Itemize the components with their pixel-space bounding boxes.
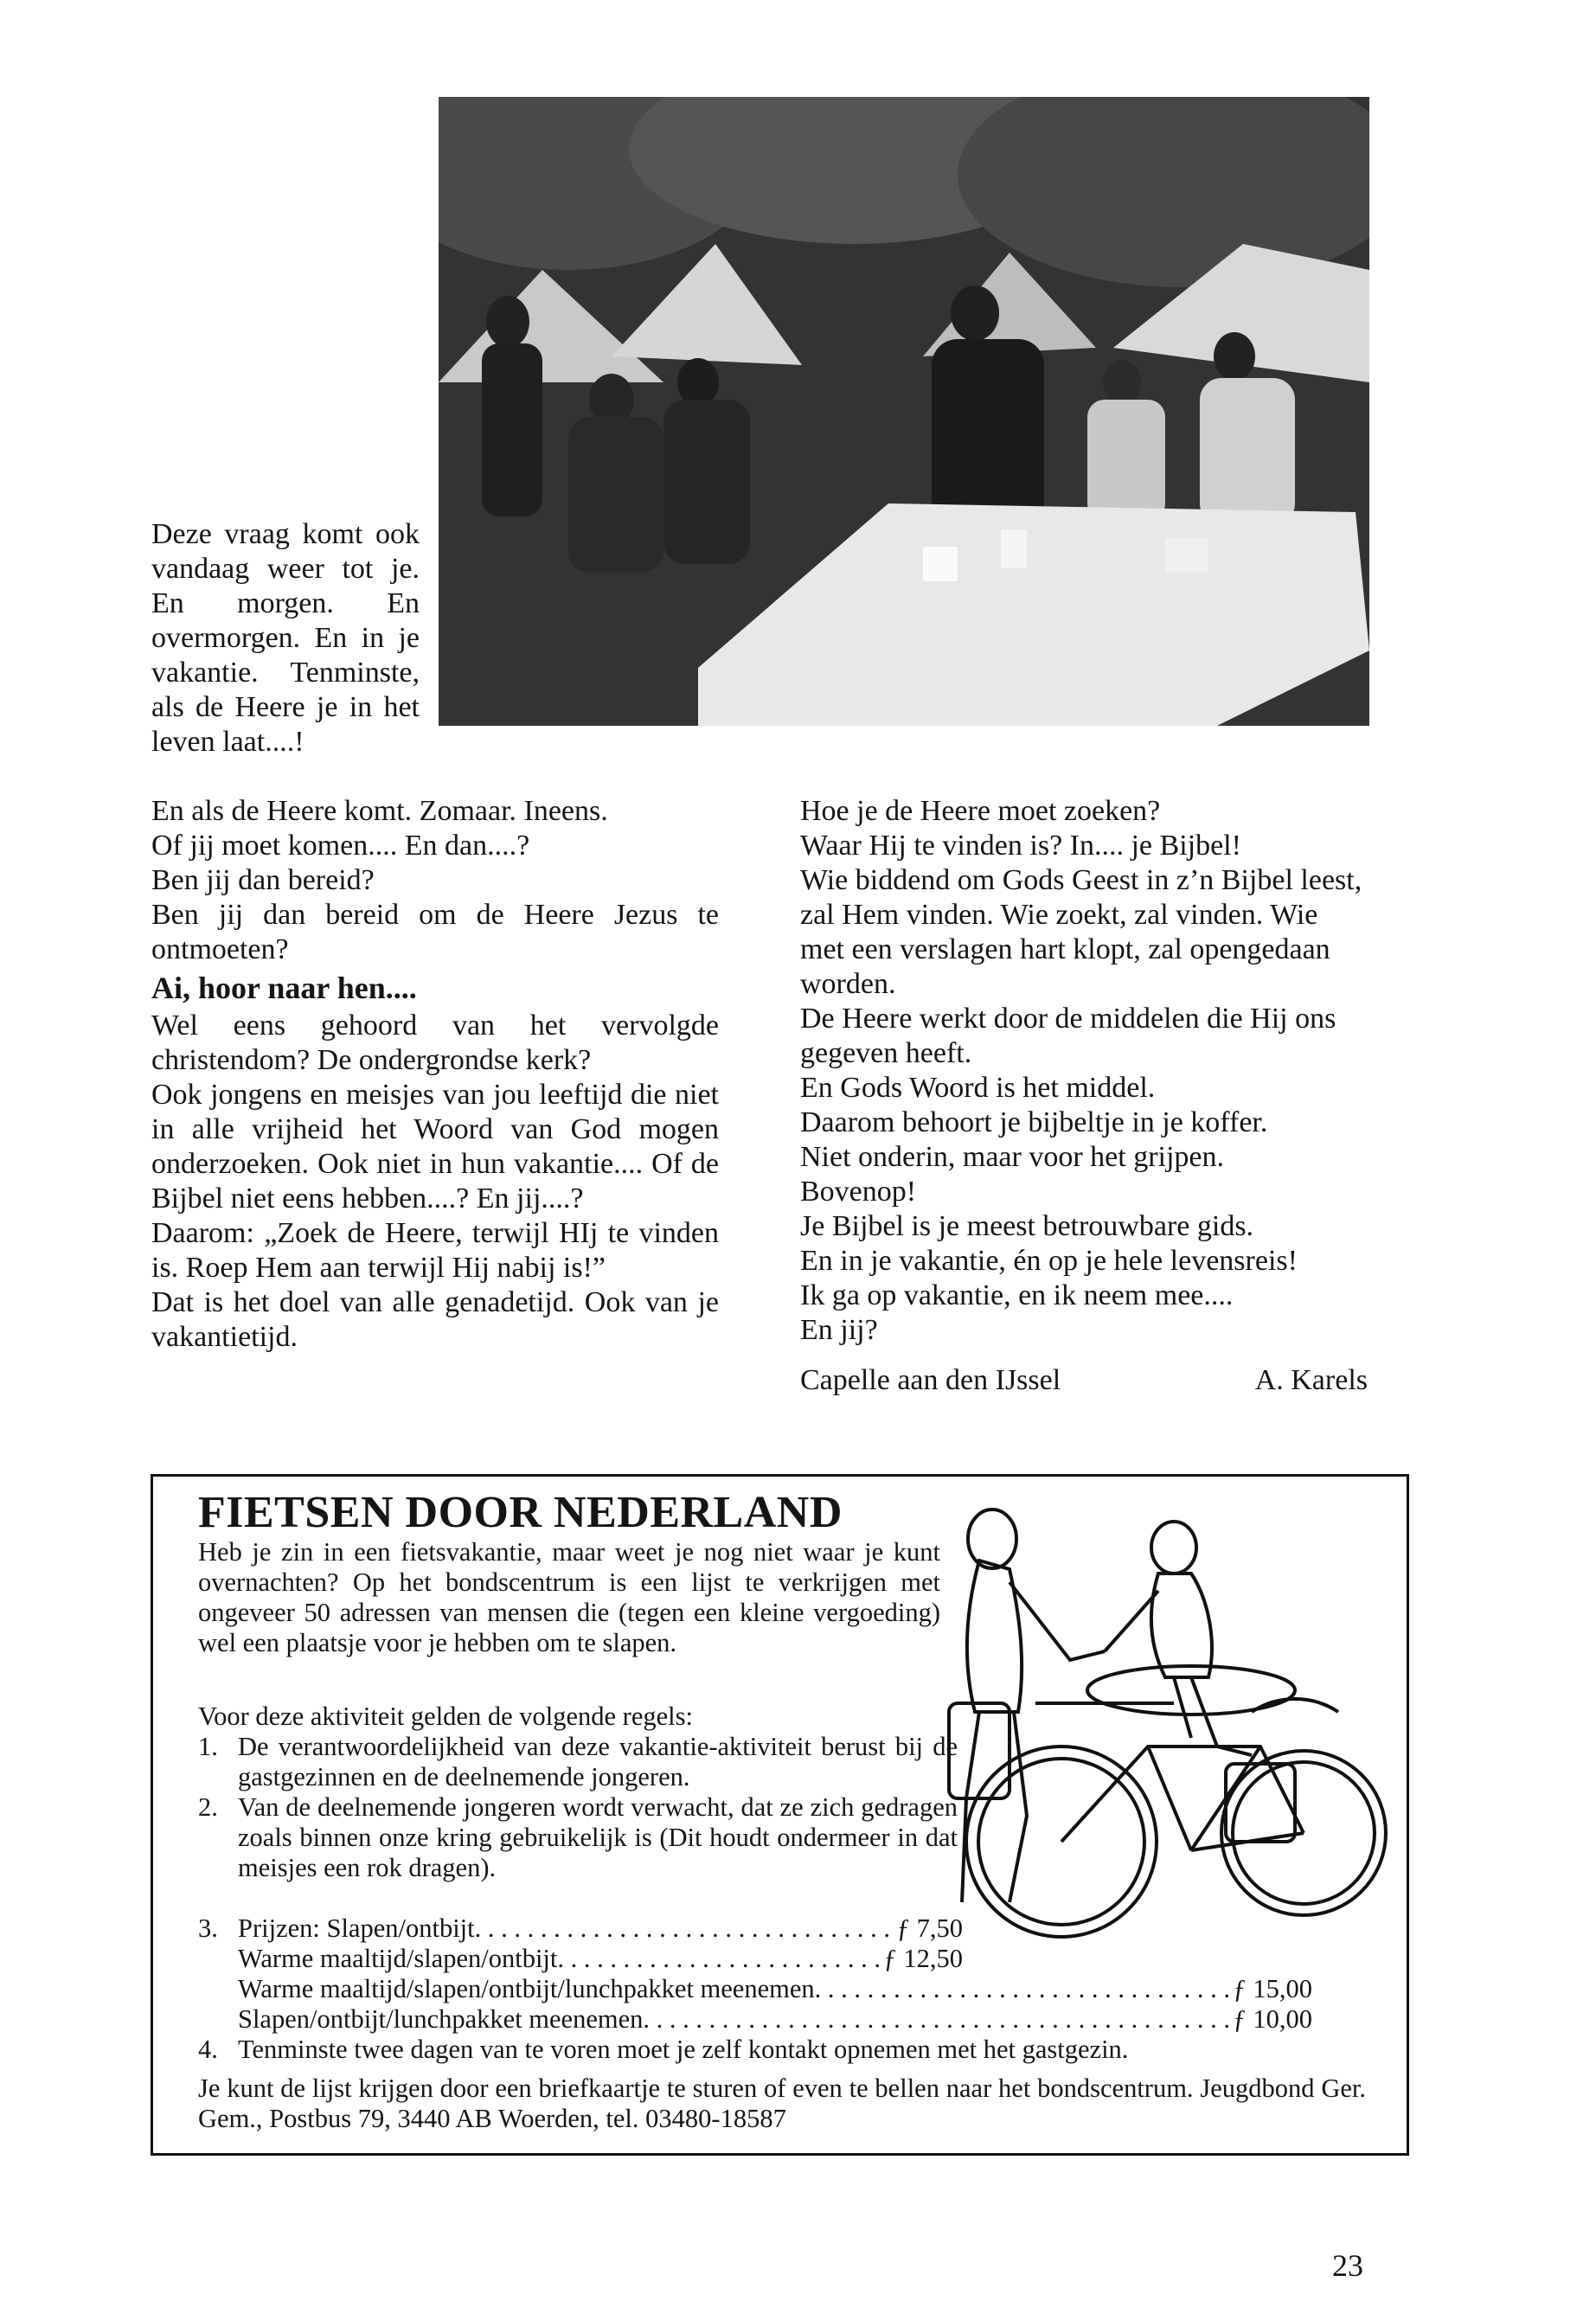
dot-leader: [475, 1913, 894, 1944]
paragraph: Waar Hij te vinden is? In.... je Bijbel!: [800, 830, 1241, 862]
price-value: ƒ 10,00: [1233, 2004, 1312, 2034]
dot-leader: [815, 1974, 1230, 2004]
paragraph: En als de Heere komt. Zomaar. Ineens.: [151, 795, 608, 827]
paragraph: En in je vakantie, én op je hele levensreis!: [800, 1245, 1298, 1277]
paragraph: En Gods Woord is het middel.: [800, 1072, 1156, 1104]
rule-item: [198, 2035, 1366, 2065]
paragraph: De Heere werkt door de middelen die Hij ons gegeven heeft.: [800, 1003, 1336, 1069]
paragraph: Ik ga op vakantie, en ik neem mee....: [800, 1279, 1234, 1311]
paragraph: Wie biddend om Gods Geest in z’n Bijbel leest, zal Hem vinden. Wie zoekt, zal vinden. Wie met een verslagen hart klopt, zal opengedaan worden.: [800, 864, 1362, 1000]
paragraph: Ben jij dan bereid?: [151, 864, 375, 896]
price-row: [238, 1913, 963, 1944]
paragraph: Hoe je de Heere moet zoeken?: [800, 795, 1161, 827]
cyclists-illustration-icon: [932, 1487, 1399, 1954]
announcement-title: FIETSEN DOOR NEDERLAND: [198, 1488, 843, 1537]
page-number: 23: [1332, 2248, 1363, 2283]
rule-number: 4.: [198, 2035, 218, 2064]
price-label: Warme maaltijd/slapen/ontbijt/lunchpakket meenemen: [238, 1974, 815, 2003]
announcement-box: [151, 1474, 1409, 2156]
signature-author: A. Karels: [1254, 1364, 1368, 1396]
dot-leader: [557, 1944, 880, 1974]
price-row: [238, 1944, 963, 1974]
price-label: Warme maaltijd/slapen/ontbijt: [238, 1944, 558, 1973]
rule-number: 2.: [198, 1792, 218, 1822]
paragraph: Ook jongens en meisjes van jou leeftijd die niet in alle vrijheid het Woord van God mogen onderzoeken. Ook niet in hun vakantie.... Of de Bijbel niet eens hebben....? En jij....?: [151, 1079, 719, 1215]
paragraph: Daarom: „Zoek de Heere, terwijl HIj te vinden is. Roep Hem aan terwijl Hij nabij is!”: [151, 1217, 719, 1284]
rule-text: Tenminste twee dagen van te voren moet je zelf kontakt opnemen met het gastgezin.: [238, 2035, 1129, 2064]
rules-intro: Voor deze aktiviteit gelden de volgende regels:: [198, 1702, 693, 1731]
price-value: ƒ 15,00: [1233, 1974, 1312, 2003]
left-column: [151, 794, 719, 1355]
rule-item: [198, 1732, 959, 1792]
price-value: ƒ 7,50: [896, 1913, 963, 1943]
announcement-intro: Heb je zin in een fietsvakantie, maar weet je nog niet waar je kunt overnachten? Op het bondscentrum is een lijst te verkrijgen met ongeveer 50 adressen van mensen die (tegen een kleine vergoeding) wel een plaatsje voor je hebben om te slapen.: [198, 1537, 940, 1657]
paragraph: En jij?: [800, 1314, 878, 1346]
rule-number: 3.: [198, 1913, 218, 1943]
paragraph: Of jij moet komen.... En dan....?: [151, 830, 530, 862]
section-heading: Ai, hoor naar hen....: [151, 971, 417, 1005]
price-row: [238, 2004, 1312, 2035]
right-column: [800, 794, 1368, 1398]
rule-item: [198, 1792, 959, 1883]
price-label: Slapen/ontbijt/lunchpakket meenemen: [238, 2004, 644, 2034]
rule-text: De verantwoordelijkheid van deze vakantie-aktiviteit berust bij de gastgezinnen en de deelnemende jongeren.: [238, 1732, 958, 1791]
camp-photo: [439, 97, 1369, 726]
price-value: ƒ 12,50: [883, 1944, 963, 1973]
paragraph: Ben jij dan bereid om de Heere Jezus te ontmoeten?: [151, 899, 719, 965]
rule-text: Van de deelnemende jongeren wordt verwacht, dat ze zich gedragen zoals binnen onze kring gebruikelijk is (Dit houdt ondermeer in dat meisjes een rok dragen).: [238, 1792, 958, 1882]
paragraph: Wel eens gehoord van het vervolgde christendom? De ondergrondse kerk?: [151, 1009, 719, 1076]
paragraph: Dat is het doel van alle genadetijd. Ook van je vakantietijd.: [151, 1286, 719, 1353]
rule-number: 1.: [198, 1732, 218, 1761]
paragraph: Daarom behoort je bijbeltje in je koffer.: [800, 1106, 1268, 1138]
intro-text: Deze vraag komt ook vandaag weer tot je. En morgen. En overmorgen. En in je vakantie. Tenminste, als de Heere je in het leven laat....!: [151, 518, 420, 758]
announcement-contact: Je kunt de lijst krijgen door een briefkaartje te sturen of even te bellen naar het bondscentrum. Jeugdbond Ger. Gem., Postbus 79, 3440 AB Woerden, tel. 03480-18587: [198, 2073, 1366, 2133]
camp-photo-icon: [439, 97, 1369, 726]
signature: [800, 1363, 1368, 1398]
paragraph: Bovenop!: [800, 1176, 917, 1208]
paragraph: Je Bijbel is je meest betrouwbare gids.: [800, 1210, 1254, 1242]
dot-leader: [643, 2004, 1229, 2035]
paragraph: Niet onderin, maar voor het grijpen.: [800, 1141, 1225, 1173]
signature-place: Capelle aan den IJssel: [800, 1364, 1061, 1396]
price-label: Prijzen: Slapen/ontbijt: [238, 1913, 475, 1943]
price-row: [238, 1974, 1312, 2004]
